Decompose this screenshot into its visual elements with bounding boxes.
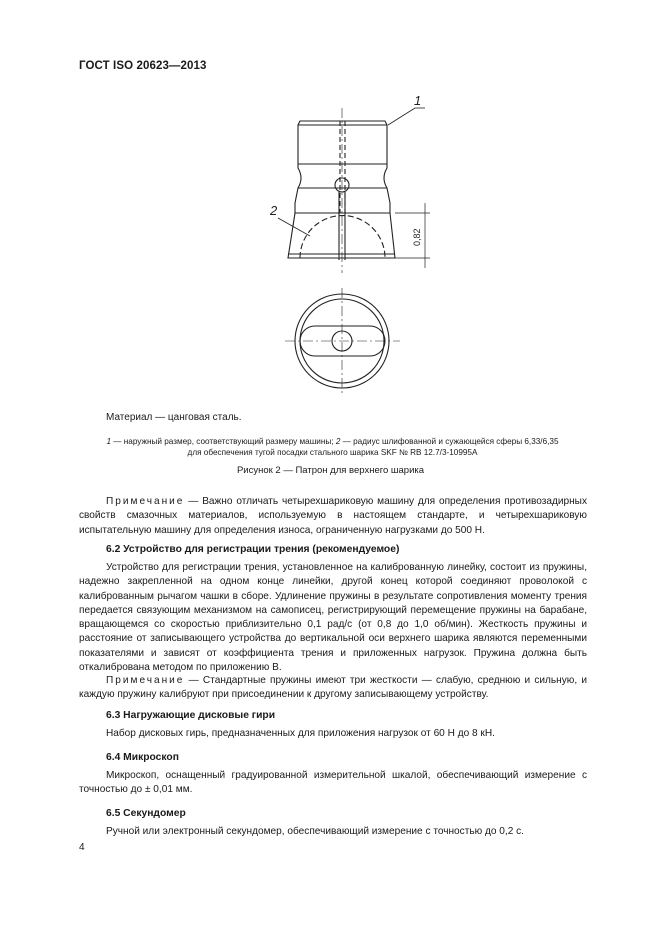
dimension-label: 0,82 [412, 228, 422, 246]
note-2-label: Примечание [106, 675, 185, 686]
legend-num-2: 2 [335, 437, 341, 446]
page-number: 4 [79, 842, 85, 853]
section-6-5-text: Ручной или электронный секундомер, обеспечивающий измерение с точностью до 0,2 с. [106, 826, 524, 837]
section-6-3-heading: 6.3 Нагружающие дисковые гири [106, 710, 276, 721]
section-6-2-text: Устройство для регистрации трения, установленное на калиброванную линейку, состоит из пружины, надежно закрепленной на одном конце линейки, другой конец которой соединяют проволокой с калиброванным рычагом чашки в сборе. Удлинение пружины в результате сопротивления моменту трения передается связующим механизмом на самописец, регистрирующий перемещение пружины на барабане, вращающемся со скоростью приблизительно 0,1 рад/с (от 0,8 до 1,0 об/мин). Жесткость пружины и расстояние от записывающего устройства до вертикальной оси верхнего шарика являются переменными показателями и зависят от коэффициента трения и приложенных нагрузок. Пружина должна быть откалибрована методом по приложению В. [79, 562, 587, 674]
note-1-label: Примечание [106, 496, 185, 507]
note-2 [79, 674, 587, 703]
legend-line-2: для обеспечения тугой посадки стального шарика SKF № RB 12.7/3-10995A [187, 448, 478, 457]
legend-text-2: — радиус шлифованной и сужающейся сферы 6,33/6,35 [340, 437, 559, 446]
legend-text-1: — наружный размер, соответствующий размеру машины; [111, 437, 336, 446]
figure-legend [100, 436, 565, 458]
legend-num-1: 1 [106, 437, 112, 446]
figure-caption: Рисунок 2 — Патрон для верхнего шарика [236, 465, 425, 476]
note-1 [79, 495, 587, 538]
figure-label-1: 1 [414, 93, 422, 108]
section-6-3-text: Набор дисковых гирь, предназначенных для приложения нагрузок от 60 Н до 8 кН. [106, 728, 495, 739]
section-6-2-heading: 6.2 Устройство для регистрации трения (рекомендуемое) [106, 544, 400, 555]
section-6-4-text: Микроскоп, оснащенный градуированной измерительной шкалой, обеспечивающий измерение с точностью до ± 0,01 мм. [79, 770, 587, 796]
figure-material: Материал — цанговая сталь. [106, 412, 242, 423]
section-6-4-heading: 6.4 Микроскоп [106, 752, 179, 763]
ball-chuck-drawing [230, 88, 470, 418]
document-header: ГОСТ ISO 20623—2013 [79, 60, 207, 72]
section-6-5-heading: 6.5 Секундомер [106, 808, 186, 819]
note-2-text: — Стандартные пружины имеют три жесткости — слабую, среднюю и сильную, и каждую пружину калибруют при присоединении к другому записывающему устройству. [79, 675, 587, 701]
figure-label-2: 2 [270, 203, 278, 218]
note-1-text: — Важно отличать четырехшариковую машину для определения противозадирных свойств смазочных материалов, используемую в настоящем стандарте, и четырехшариковую испытательную машину для определения износа, ограниченную нагрузками до 500 Н. [79, 496, 587, 536]
